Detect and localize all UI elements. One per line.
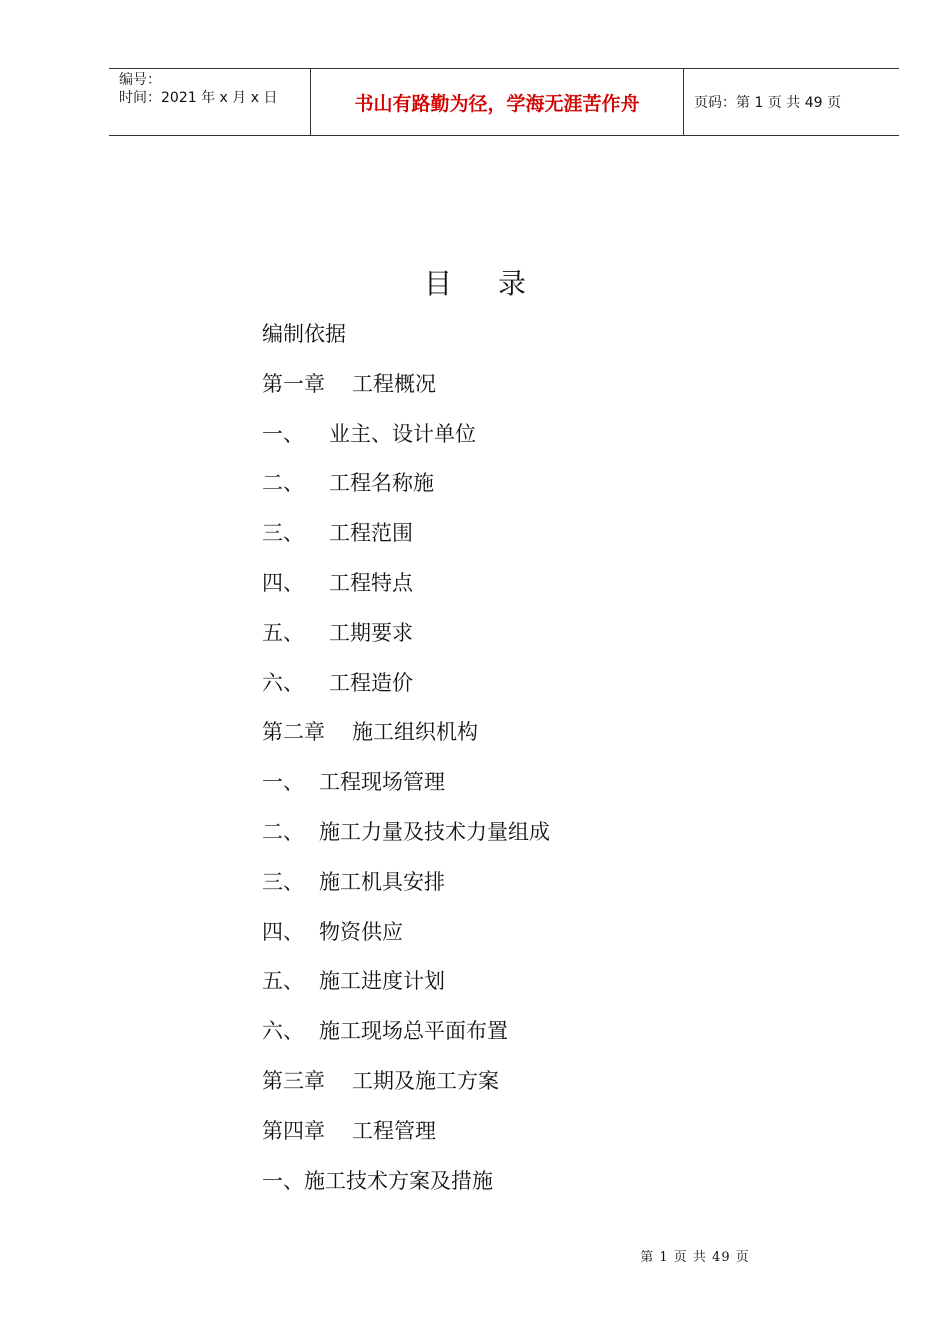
toc-item: [262, 314, 822, 364]
toc-item-number: 二、: [262, 819, 304, 844]
toc-item-text: 物资供应: [319, 919, 403, 944]
toc-item: [262, 1161, 822, 1211]
toc-item-text: 工程造价: [329, 670, 413, 695]
toc-item: [262, 463, 822, 513]
toc-item: [262, 912, 822, 962]
toc-item: [262, 1011, 822, 1061]
toc-item-text: 工期要求: [329, 620, 413, 645]
toc-item-number: 一、: [262, 770, 304, 795]
table-of-contents: [262, 314, 822, 1210]
toc-item-number: 第二章: [262, 720, 325, 745]
toc-item-text: 施工组织机构: [352, 720, 478, 745]
toc-item: [262, 1111, 822, 1161]
toc-item-number: 二、: [262, 471, 304, 496]
toc-item-text: 工期及施工方案: [352, 1068, 499, 1093]
toc-title: 目录: [423, 267, 572, 300]
toc-item-text: 施工力量及技术力量组成: [319, 819, 550, 844]
toc-item-number: 三、: [262, 869, 304, 894]
toc-item-number: 第三章: [262, 1068, 325, 1093]
toc-item: [262, 513, 822, 563]
toc-item-number: 一、: [262, 421, 304, 446]
toc-item-number: 四、: [262, 919, 304, 944]
toc-item: [262, 961, 822, 1011]
toc-item-text: 施工进度计划: [319, 969, 445, 994]
toc-item-text: 工程特点: [329, 570, 413, 595]
toc-item-text: 工程管理: [352, 1118, 436, 1143]
toc-item: [262, 712, 822, 762]
toc-item-number: 三、: [262, 521, 304, 546]
page-footer: 第 1 页 共 49 页: [640, 1250, 750, 1265]
toc-item: [262, 812, 822, 862]
toc-item-text: 业主、设计单位: [329, 421, 476, 446]
time-label: 时间：2021 年 x 月 x 日: [119, 90, 278, 106]
toc-item: [262, 613, 822, 663]
toc-item-number: 四、: [262, 570, 304, 595]
header-motto: 书山有路勤为径，学海无涯苦作舟: [311, 69, 684, 135]
toc-item-text: 一、施工技术方案及措施: [262, 1168, 493, 1193]
toc-item-number: 五、: [262, 620, 304, 645]
header-page-info: 页码：第 1 页 共 49 页: [694, 95, 841, 111]
toc-item-text: 施工机具安排: [319, 869, 445, 894]
toc-item: [262, 862, 822, 912]
header-meta: [109, 69, 311, 135]
toc-item: [262, 1061, 822, 1111]
toc-item-text: 工程范围: [329, 521, 413, 546]
toc-item-text: 工程现场管理: [319, 770, 445, 795]
toc-item: [262, 563, 822, 613]
toc-item-number: 五、: [262, 969, 304, 994]
toc-item-text: 工程名称施: [329, 471, 434, 496]
toc-item-number: 第四章: [262, 1118, 325, 1143]
document-header: [109, 68, 899, 136]
toc-item-number: 六、: [262, 1019, 304, 1044]
toc-item-text: 施工现场总平面布置: [319, 1019, 508, 1044]
toc-item-number: 第一章: [262, 371, 325, 396]
toc-item-text: 工程概况: [352, 371, 436, 396]
toc-item: [262, 414, 822, 464]
code-label: 编号：: [119, 72, 161, 88]
toc-item: [262, 663, 822, 713]
toc-item: [262, 762, 822, 812]
toc-item-text: 编制依据: [262, 322, 346, 346]
toc-item-number: 六、: [262, 670, 304, 695]
toc-item: [262, 364, 822, 414]
